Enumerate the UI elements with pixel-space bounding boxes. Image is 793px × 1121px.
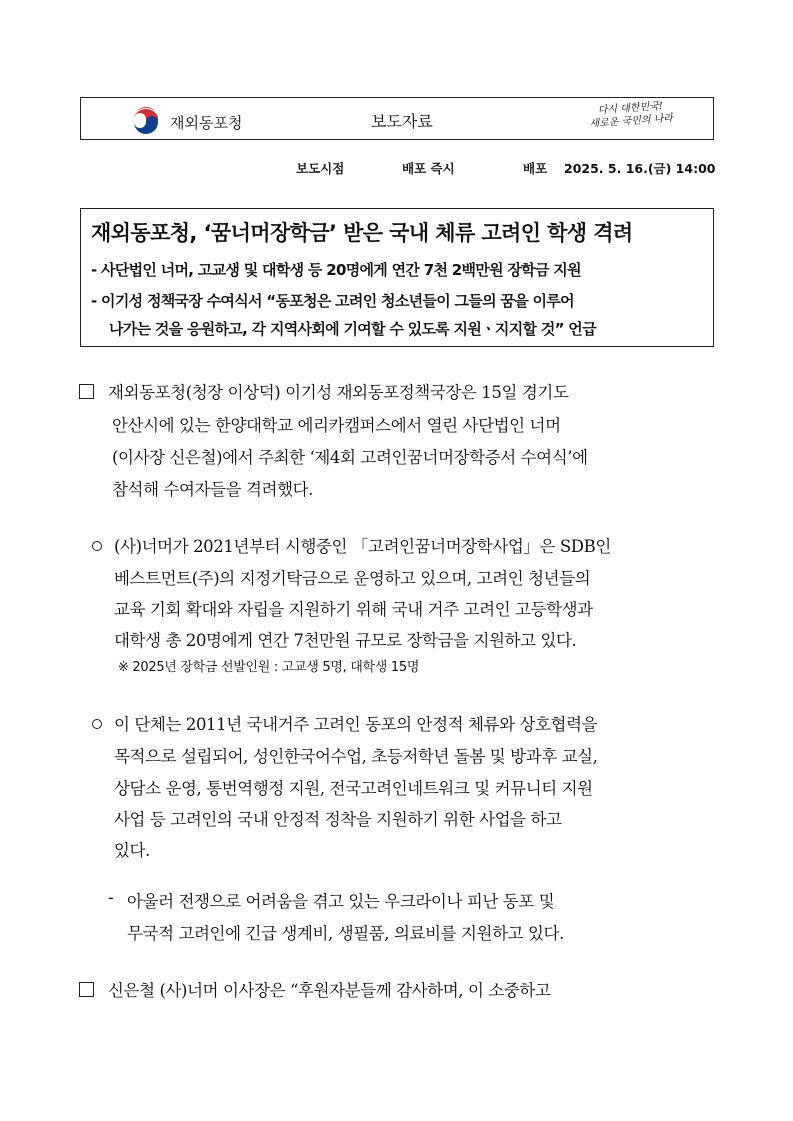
subheadline-1: - 사단법인 너머, 고교생 및 대학생 등 20명에게 연간 7천 2백만원 장학금 지원 [91, 261, 581, 279]
square-bullet-icon [79, 384, 94, 399]
agency-logo [131, 107, 242, 137]
headline: 재외동포청, ‘꿈너머장학금’ 받은 국내 체류 고려인 학생 격려 [91, 221, 633, 245]
paragraph-2-line: 베스트먼트(주)의 지정기탁금으로 운영하고 있으며, 고려인 청년들의 [114, 569, 591, 588]
paragraph-3-line: 사업 등 고려인의 국내 안정적 정착을 지원하기 위한 사업을 하고 [114, 810, 562, 829]
distribution-label: 배포 [523, 161, 548, 176]
release-time-label: 보도시점 [296, 161, 345, 176]
paragraph-3-line: 있다. [114, 841, 150, 860]
paragraph-1-line: 참석해 수여자들을 격려했다. [112, 480, 314, 499]
paragraph-1-line: (이사장 신은철)에서 주최한 ‘제4회 고려인꿈너머장학증서 수여식’에 [112, 448, 588, 467]
paragraph-3-line: 이 단체는 2011년 국내거주 고려인 동포의 안정적 체류와 상호협력을 [114, 715, 598, 734]
distribution-date: 2025. 5. 16.(금) 14:00 [564, 161, 716, 176]
paragraph-4-line: 아울러 전쟁으로 어려움을 겪고 있는 우크라이나 피난 동포 및 [127, 892, 555, 911]
paragraph-4-line: 무국적 고려인에 긴급 생계비, 생필품, 의료비를 지원하고 있다. [127, 924, 564, 943]
header-box [80, 97, 714, 140]
paragraph-3-line: 상담소 운영, 통번역행정 지원, 전국고려인네트워크 및 커뮤니티 지원 [114, 779, 593, 798]
paragraph-2-note: ※ 2025년 장학금 선발인원 : 고교생 5명, 대학생 15명 [118, 660, 420, 675]
dash-bullet-icon: - [108, 888, 114, 907]
taegeuk-logo-icon [131, 107, 161, 137]
square-bullet-icon [79, 982, 94, 997]
paragraph-3-line: 목적으로 설립되어, 성인한국어수업, 초등저학년 돌봄 및 방과후 교실, [114, 747, 598, 766]
circle-bullet-icon [92, 541, 102, 551]
subheadline-2-line-1: - 이기성 정책국장 수여식서 “동포청은 고려인 청소년들이 그들의 꿈을 이루어 [91, 292, 574, 310]
doc-type-label: 보도자료 [371, 112, 433, 131]
agency-name: 재외동포청 [170, 113, 243, 132]
paragraph-2-line: 교육 기회 확대와 자립을 지원하기 위해 국내 거주 고려인 고등학생과 [114, 600, 593, 619]
paragraph-1-line: 안산시에 있는 한양대학교 에리카캠퍼스에서 열린 사단법인 너머 [112, 416, 561, 435]
paragraph-1-line: 재외동포청(청장 이상덕) 이기성 재외동포정책국장은 15일 경기도 [108, 383, 569, 402]
paragraph-2-line: 대학생 총 20명에게 연간 7천만원 규모로 장학금을 지원하고 있다. [114, 631, 577, 650]
paragraph-5-line: 신은철 (사)너머 이사장은 “후원자분들께 감사하며, 이 소중하고 [108, 981, 551, 1000]
subheadline-2-line-2: 나가는 것을 응원하고, 각 지역사회에 기여할 수 있도록 지원ㆍ지지할 것” 언급 [109, 320, 596, 338]
release-time-value: 배포 즉시 [402, 161, 455, 176]
circle-bullet-icon [92, 719, 102, 729]
slogan-line-1: 다시 대한민국! [597, 100, 664, 117]
paragraph-2-line: (사)너머가 2021년부터 시행중인 「고려인꿈너머장학사업」은 SDB인 [114, 537, 611, 556]
slogan [589, 99, 674, 131]
headline-box [80, 208, 714, 347]
slogan-line-2: 새로운 국민의 나라 [589, 113, 674, 130]
